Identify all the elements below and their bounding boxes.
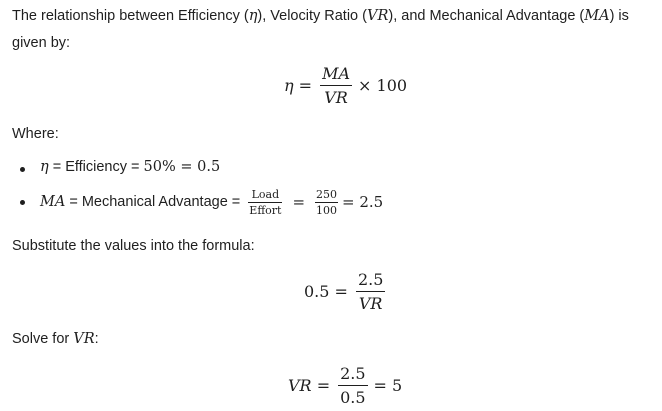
formula3-fraction bbox=[338, 364, 367, 407]
solve-symbol: VR bbox=[73, 331, 95, 347]
solution-formula bbox=[288, 364, 402, 407]
bullet-dot bbox=[20, 200, 25, 205]
bullet2-symbol: MA bbox=[40, 194, 66, 210]
formula3-numerator: 2.5 bbox=[340, 364, 366, 383]
bullet2-result: = 2.5 bbox=[342, 193, 384, 211]
formula3-rhs: = 5 bbox=[373, 376, 403, 395]
efficiency-formula bbox=[284, 64, 407, 107]
formula1-lhs: η = bbox=[284, 76, 313, 95]
intro-line-2: given by: bbox=[12, 35, 71, 51]
substitute-label: Substitute the values into the formula: bbox=[12, 238, 255, 254]
formula1-numerator: MA bbox=[322, 64, 351, 83]
fraction-numerator: 250 bbox=[316, 187, 338, 201]
bullet-mechanical-advantage: MA = Mechanical Advantage = $\frac{\text{Load}}{\text{Effort}}$ = $\frac{250}{100}$ = 2.5 bbox=[40, 187, 384, 217]
formula1-denominator: VR bbox=[324, 88, 348, 107]
formula3-denominator: 0.5 bbox=[340, 388, 366, 407]
load-effort-fraction bbox=[248, 188, 282, 217]
formula1-rhs: × 100 bbox=[358, 76, 408, 95]
vr-symbol: VR bbox=[366, 8, 389, 24]
eta-symbol: η bbox=[248, 8, 258, 24]
formula2-lhs: 0.5 = bbox=[304, 282, 348, 301]
ma-symbol: MA bbox=[584, 8, 610, 24]
solve-label: Solve for VR: bbox=[12, 331, 99, 347]
bullet1-symbol: η bbox=[40, 159, 49, 175]
formula3-lhs: VR = bbox=[288, 376, 331, 395]
substituted-formula bbox=[304, 270, 385, 313]
effort-denominator: Effort bbox=[249, 203, 282, 217]
number-fraction bbox=[315, 188, 338, 217]
fraction-denominator: 100 bbox=[316, 203, 338, 217]
where-label: Where: bbox=[12, 126, 59, 142]
bullet-efficiency: η = Efficiency = 50% = 0.5 bbox=[40, 159, 221, 175]
load-numerator: Load bbox=[251, 187, 280, 201]
formula2-fraction bbox=[356, 270, 385, 313]
formula1-fraction bbox=[320, 64, 352, 107]
bullet-dot bbox=[20, 167, 25, 172]
intro-line-1: The relationship between Efficiency (η), Velocity Ratio (VR), and Mechanical Advantage (MA) is bbox=[12, 8, 629, 24]
formula2-denominator: VR bbox=[358, 294, 383, 313]
bullet1-math: 50% = 0.5 bbox=[143, 159, 221, 175]
formula2-numerator: 2.5 bbox=[357, 270, 384, 289]
